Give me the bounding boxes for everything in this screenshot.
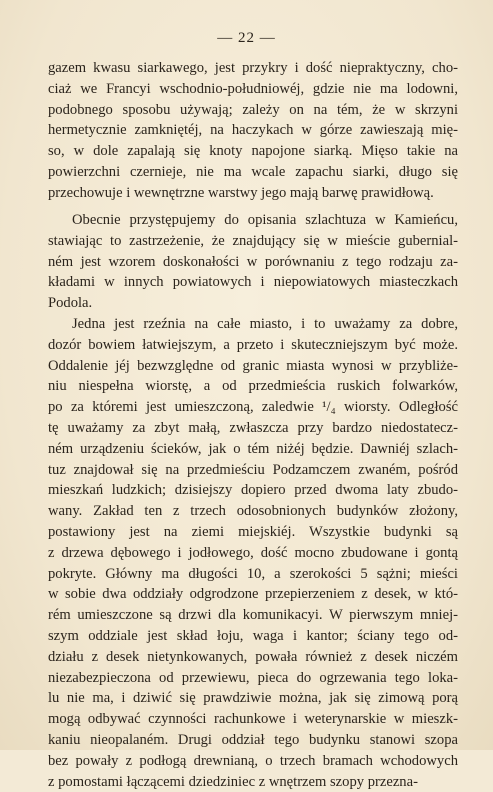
text-line: stawiając to zastrzeżenie, że znajdujący się w mieście gubernial- [48,232,458,249]
text-line: Podola. [48,295,93,312]
text-line: dozór bowiem łatwiejszym, a przeto i skuteczniejszym być może. [48,336,458,353]
paragraph-1 [48,58,458,204]
text-line: powierzchni czernieje, nie ma wcale zapachu siarki, długo się [48,163,458,180]
text-line: lu nie ma, i dziwić się prawdziwie można, jak się zimową porą [48,690,458,707]
text-line: tuz znajdował się na przedmieściu Podzamczem zwaném, pośród [48,461,458,478]
text-line: mogą odbywać czynności rachunkowe i weterynarskie w mieszk- [48,711,458,728]
text-line: niezabezpieczona od przewiewu, pieca do ogrzewania tego loka- [48,669,458,686]
text-line: ném urządzeniu ścieków, jak o tém niżéj będzie. Dawniéj szlach- [48,440,458,457]
page-number: — 22 — [217,30,276,46]
text-line: wany. Zakład ten z trzech odosobnionych budynków złożony, [48,503,458,520]
text-line: bez powały z podłogą drewnianą, o trzech bramach wchodowych [48,752,458,769]
text-line: kładami w innych powiatowych i niepowiatowych miasteczkach [48,274,458,291]
text-line: w sobie dwa oddziały odgrodzone przepierzeniem z desek, w któ- [48,586,458,603]
text-line: z pomostami łączącemi dziedziniec z wnętrzem szopy przezna- [48,773,418,790]
text-line: działu z desek nietynkowanych, powała również z desek niczém [48,648,458,665]
text-line: hermetycznie zamkniętéj, na haczykach w górze zawieszają mię- [48,122,458,139]
text-line: Oddalenie jéj bezwzględne od granic miasta wynosi w przybliże- [48,357,458,374]
text-line: rém umieszczone są drzwi dla komunikacyi. W pierwszym mniej- [48,607,458,624]
text-line: po za któremi jest umieszczoną, zaledwie ¹/₄ wiorsty. Odległość [48,399,458,416]
text-line: gazem kwasu siarkawego, jest przykry i dość niepraktyczny, cho- [48,60,458,76]
text-line: ciaż we Francyi wschodnio-południowéj, gdzie nie ma lodowni, [48,80,458,97]
paragraph-2 [48,210,458,792]
text-line: mieszkań ludzkich; dzisiejszy dopiero przed dwoma laty zbudo- [48,482,458,499]
text-line: postawiony jest na ziemi miejskiéj. Wszystkie budynki są [48,523,458,540]
text-line: niu niespełna wiorstę, a od przedmieścia ruskich folwarków, [48,378,458,395]
text-line: ném jest wzorem doskonałości w porównaniu z tego rodzaju za- [48,253,458,270]
text-line: pokryte. Główny ma długości 10, a szerokości 5 sążni; mieści [48,565,458,582]
text-line: podobnego sposobu używają; zależy on na tém, że w skrzyni [48,101,458,118]
text-line: Obecnie przystępujemy do opisania szlachtuza w Kamieńcu, [72,212,458,228]
text-line: przechowuje i wewnętrzne warstwy jego mają barwę prawidłową. [48,184,434,201]
text-line: Jedna jest rzeźnia na całe miasto, i to uważamy za dobre, [72,315,458,332]
text-line: szym oddziale jest skład łoju, waga i kantor; ściany tego od- [48,627,458,644]
text-line: so, w dole zapalają się knoty napojone siarką. Mięso takie na [48,143,458,160]
text-line: kaniu nieopalaném. Drugi oddział tego budynku stanowi szopa [48,731,458,748]
text-line: tę uważamy za zbyt małą, zwłaszcza przy bardzo niedostatecz- [48,419,458,436]
text-line: z drzewa dębowego i jodłowego, dość mocno zbudowane i gontą [48,544,458,561]
